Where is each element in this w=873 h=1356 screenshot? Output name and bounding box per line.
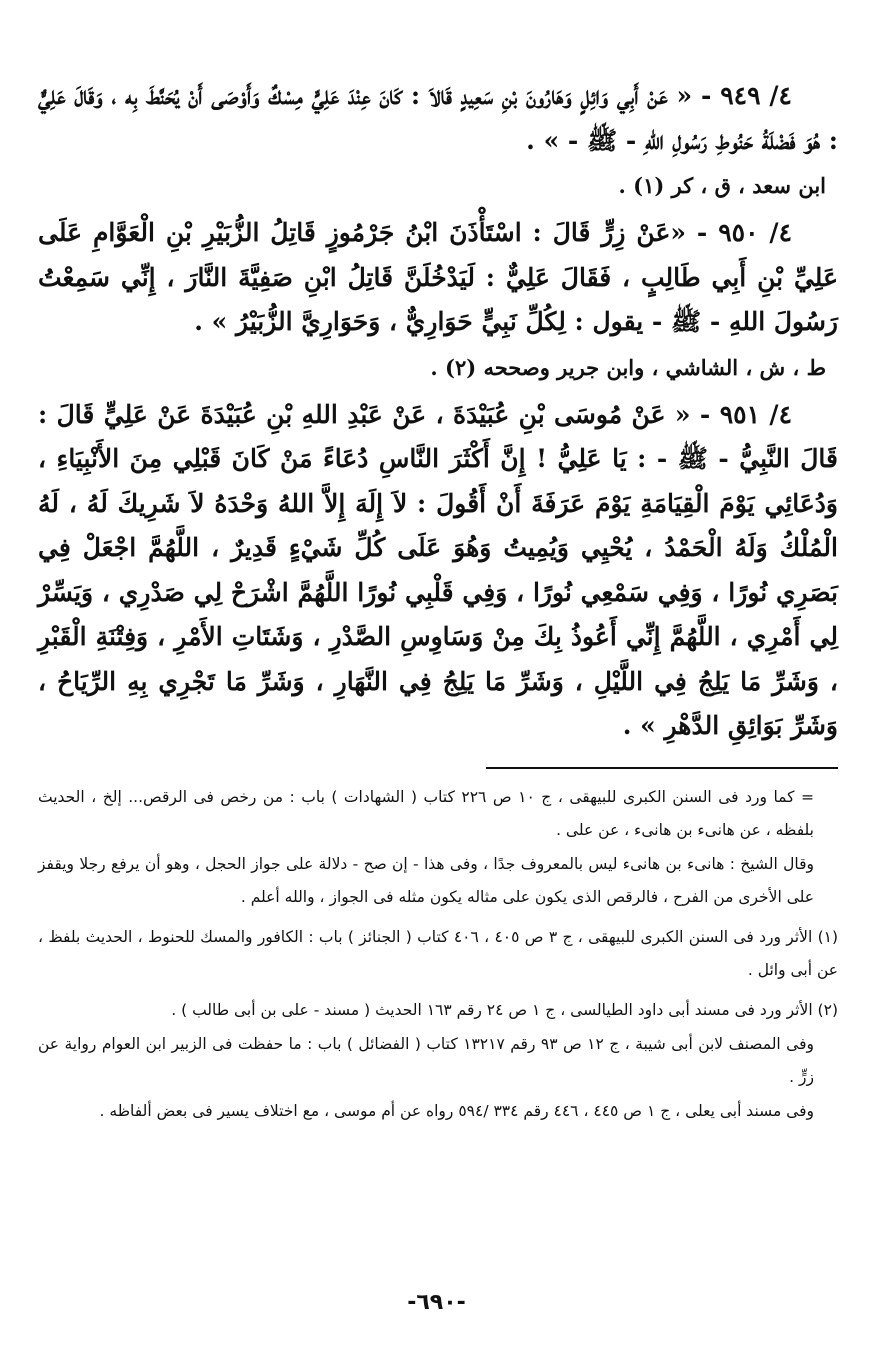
hadith-951: ٤/ ٩٥١ - « عَنْ مُوسَى بْنِ عُبَيْدَةَ ، عَنْ عَبْدِ اللهِ بْنِ عُبَيْدَةَ عَنْ عَلِيٍّ قَالَ : قَالَ النَّبِيُّ - ﷺ - : يَا عَلِيُّ ! إِنَّ أَكْثَرَ النَّاسِ دُعَاءً مَنْ كَانَ قَبْلِي مِنَ الأَنْبِيَاءِ ، وَدُعَائِي يَوْمَ الْقِيَامَةِ يَوْمَ عَرَفَةَ أَنْ أَقُولَ : لاَ إِلَهَ إِلاَّ اللهُ وَحْدَهُ لاَ شَرِيكَ لَهُ ، لَهُ الْمُلْكُ وَلَهُ الْحَمْدُ ، يُحْيِي وَيُمِيتُ وَهُوَ عَلَى كُلِّ شَيْءٍ قَدِيرٌ ، اللَّهُمَّ اجْعَلْ فِي بَصَرِي نُورًا ، وَفِي سَمْعِي نُورًا ، وَفِي قَلْبِي نُورًا اللَّهُمَّ اشْرَحْ لِي صَدْرِي ، وَيَسِّرْ لِي أَمْرِي ، اللَّهُمَّ إِنِّي أَعُوذُ بِكَ مِنْ وَسَاوِسِ الصَّدْرِ ، وَشَتَاتِ الأَمْرِ ، وَفِتْنَةِ الْقَبْرِ ، وَشَرِّ مَا يَلِجُ فِي اللَّيْلِ ، وَشَرِّ مَا يَلِجُ فِي النَّهَارِ ، وَشَرِّ مَا تَجْرِي بِهِ الرِّيَاحُ ، وَشَرِّ بَوَائِقِ الدَّهْرِ » .: [38, 399, 838, 740]
hadith-950-source: ط ، ش ، الشاشي ، وابن جرير وصححه (٢) .: [430, 354, 826, 380]
hadith-950: ٤/ ٩٥٠ - «عَنْ زِرٍّ قَالَ : اسْتَأْذَنَ ابْنُ جَرْمُوزٍ قَاتِلُ الزُّبَيْرِ بْنِ الْعَوَّامِ عَلَى عَلِيِّ بْنِ أَبِي طَالِبٍ ، فَقَالَ عَلِيٌّ : لَيَدْخُلَنَّ قَاتِلُ ابْنِ صَفِيَّةَ النَّارَ ، إِنِّي سَمِعْتُ رَسُولَ اللهِ - ﷺ - يقول : لِكُلِّ نَبِيٍّ حَوَارِيٌّ ، وَحَوَارِيَّ الزُّبَيْرُ » .: [38, 218, 838, 336]
hadith-949-source: ابن سعد ، ق ، كر (١) .: [618, 173, 826, 198]
footnote-2-reference-b: وفى المصنف لابن أبى شيبة ، ج ١٢ ص ٩٣ رقم ١٣٢١٧ كتاب ( الفضائل ) باب : ما حفظت فى الزبير ابن العوام رواية عن زرٍّ .: [38, 1034, 814, 1087]
page-number: -٦٩٠-: [407, 1290, 466, 1315]
footnotes: [38, 781, 838, 1129]
footnote-2: (٢) الأثر ورد فى مسند أبى داود الطيالسى ، ج ١ ص ٢٤ رقم ١٦٣ الحديث ( مسند - على بن أبى طالب ) .: [171, 1001, 838, 1020]
main-text: [38, 74, 838, 749]
footnote-continuation: = كما ورد فى السنن الكبرى للبيهقى ، ج ١٠ ص ٢٢٦ كتاب ( الشهادات ) باب : من رخص فى الرقص... إلخ ، الحديث بلفظه ، عن هانىء بن هانىء ، عن على .: [38, 787, 814, 840]
page-content: [38, 74, 838, 1128]
footnote-2-reference-c: وفى مسند أبى يعلى ، ج ١ ص ٤٤٥ ، ٤٤٦ رقم ٣٣٤ /٥٩٤ رواه عن أم موسى ، مع اختلاف يسير فى بعض ألفاظه .: [99, 1101, 814, 1120]
hadith-949: ٤/ ٩٤٩ - « عَنْ أَبِي وَائِلٍ وَهَارُونَ بْنِ سَعِيدٍ قَالاَ : كَانَ عِنْدَ عَلِيٍّ مِسْكٌ وَأَوْصَى أَنْ يُحَنَّطَ بِه ، وَقَالَ عَلِيٌّ : هُوَ فَضْلَةُ حَنُوطِ رَسُولِ اللهِ - ﷺ - » .: [38, 81, 838, 155]
footnote-continuation-2: وقال الشيخ : هانىء بن هانىء ليس بالمعروف جدًا ، وفى هذا - إن صح - دلالة على جواز الحجل ، وهو أن يرفع رجلا ويقفز على الأخرى من الفرح ، فالرقص الذى يكون على مثاله يكون مثله فى الجواز ، والله أعلم .: [38, 854, 814, 907]
footnote-1: (١) الأثر ورد فى السنن الكبرى للبيهقى ، ج ٣ ص ٤٠٥ ، ٤٠٦ كتاب ( الجنائز ) باب : الكافور والمسك للحنوط ، الحديث بلفظ ، عن أبى وائل .: [38, 927, 839, 980]
footnote-divider: [486, 767, 838, 769]
